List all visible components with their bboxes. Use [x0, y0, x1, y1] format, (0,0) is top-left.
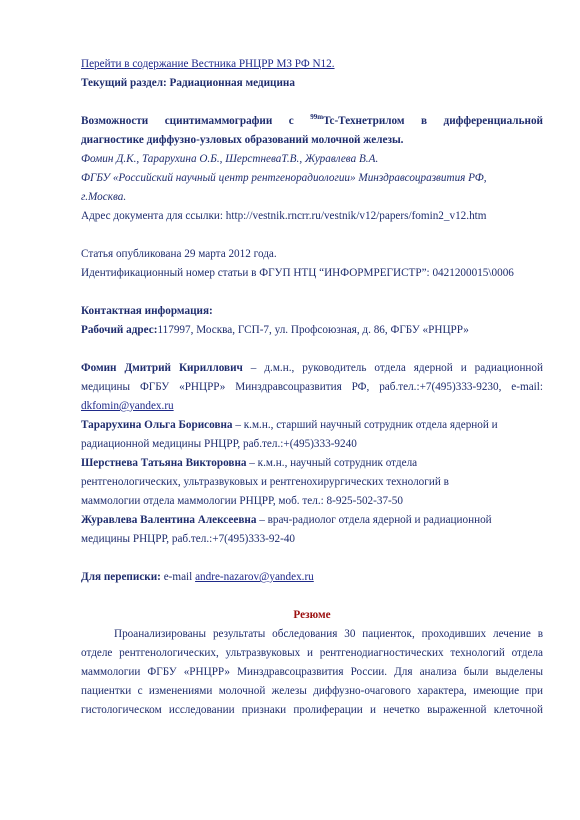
correspondence-email-link[interactable]: andre-nazarov@yandex.ru — [195, 571, 314, 583]
author4-line1: Журавлева Валентина Алексеевна – врач-радиолог отдела ядерной и радиационной — [81, 514, 492, 526]
document-content — [81, 55, 543, 720]
document-address: Адрес документа для ссылки: http://vestnik.rncrr.ru/vestnik/v12/papers/fomin2_v12.htm — [81, 210, 487, 222]
author2-line1: Тарарухина Ольга Борисовна – к.м.н., старший научный сотрудник отдела ядерной и — [81, 419, 498, 431]
article-affiliation: ФГБУ «Российский научный центр рентгенорадиологии» Минздравсоцразвития РФ, — [81, 172, 487, 184]
contents-link[interactable]: Перейти в содержание Вестника РНЦРР МЗ РФ N12. — [81, 58, 335, 70]
abstract-line4: пациентки с изменениями молочной железы диффузно-очагового характера, имеющие при — [81, 685, 543, 697]
article-authors: Фомин Д.К., Тарарухина О.Б., ШерстневаТ.В., Журавлева В.А. — [81, 153, 379, 165]
author2-line2: радиационной медицины РНЦРР, раб.тел.:+(495)333-9240 — [81, 438, 357, 450]
author2-name: Тарарухина Ольга Борисовна — [81, 419, 233, 431]
author1-line2: медицины ФГБУ «РНЦРР» Минздравсоцразвития РФ, раб.тел.:+7(495)333-9230, e-mail: — [81, 381, 543, 393]
contacts-heading: Контактная информация: — [81, 305, 213, 317]
author3-name: Шерстнева Татьяна Викторовна — [81, 457, 247, 469]
author4-name: Журавлева Валентина Алексеевна — [81, 514, 257, 526]
author3-line3: маммологии отдела маммологии РНЦРР, моб. тел.: 8-925-502-37-50 — [81, 495, 403, 507]
isotope-superscript: 99m — [310, 113, 324, 121]
registration-id: Идентификационный номер статьи в ФГУП НТЦ “ИНФОРМРЕГИСТР”: 0421200015\0006 — [81, 267, 514, 279]
abstract-line1: Проанализированы результаты обследования 30 пациенток, проходивших лечение в — [114, 628, 543, 640]
article-title-line2: диагностике диффузно-узловых образований молочной железы. — [81, 134, 404, 146]
author3-line2: рентгенологических, ультразвуковых и рентгенохирургических технологий в — [81, 476, 449, 488]
abstract-line2: отделе рентгенологических, ультразвуковых и рентгенодиагностических технологий отдела — [81, 647, 543, 659]
abstract-heading: Резюме — [293, 609, 331, 621]
section-label: Текущий раздел: Радиационная медицина — [81, 77, 295, 89]
publication-date: Статья опубликована 29 марта 2012 года. — [81, 248, 277, 260]
work-address: Рабочий адрес:117997, Москва, ГСП-7, ул. Профсоюзная, д. 86, ФГБУ «РНЦРР» — [81, 324, 469, 336]
author1-email-link[interactable]: dkfomin@yandex.ru — [81, 400, 174, 412]
author1-line1: Фомин Дмитрий Кириллович – д.м.н., руководитель отдела ядерной и радиационной — [81, 362, 543, 374]
article-affiliation-city: г.Москва. — [81, 191, 127, 203]
article-title-line1: Возможности сцинтимаммографии с $^{99m}$Tc-Технетрилом в дифференциальной — [81, 113, 543, 127]
author3-line1: Шерстнева Татьяна Викторовна – к.м.н., научный сотрудник отдела — [81, 457, 418, 469]
abstract-line3: маммологии ФГБУ «РНЦРР» Минздравсоцразвития России. Для анализа были выделены — [81, 666, 543, 678]
author1-name: Фомин Дмитрий Кириллович — [81, 362, 243, 374]
author4-line2: медицины РНЦРР, раб.тел.:+7(495)333-92-40 — [81, 533, 296, 545]
correspondence: Для переписки: e-mail andre-nazarov@yandex.ru — [81, 571, 314, 583]
abstract-line5: гистологическом исследовании признаки пролиферации и нечетко выраженной клеточной — [81, 704, 543, 716]
